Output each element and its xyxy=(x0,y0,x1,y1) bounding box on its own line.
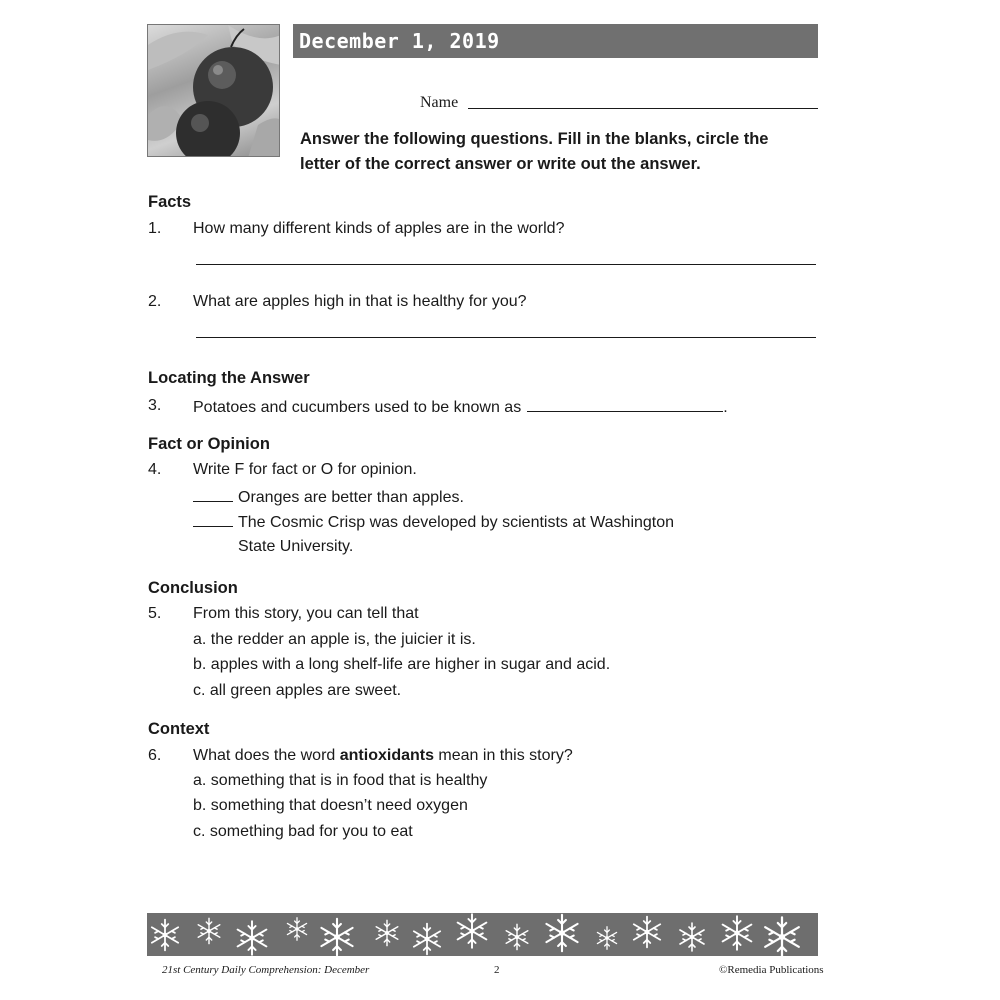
question-1-text: How many different kinds of apples are in the world? xyxy=(193,220,565,237)
fact-opinion-item-2-text: The Cosmic Crisp was developed by scientists at Washington xyxy=(238,514,675,531)
question-5-number: 5. xyxy=(148,605,162,622)
answer-line-1[interactable] xyxy=(196,264,816,265)
page-number: 2 xyxy=(494,964,500,976)
question-2-text: What are apples high in that is healthy for you? xyxy=(193,293,527,310)
question-6-text-before: What does the word xyxy=(193,747,340,764)
question-1-number: 1. xyxy=(148,220,162,237)
question-3-text xyxy=(193,397,728,417)
fact-opinion-item-1-text: Oranges are better than apples. xyxy=(238,489,464,506)
answer-blank-3[interactable] xyxy=(527,397,723,412)
snowflake-band xyxy=(147,913,818,956)
question-2-number: 2. xyxy=(148,293,162,310)
question-5-text: From this story, you can tell that xyxy=(193,605,419,622)
fact-opinion-item-1 xyxy=(193,487,464,507)
question-6-keyword: antioxidants xyxy=(339,747,434,764)
footer-title: 21st Century Daily Comprehension: December xyxy=(162,964,370,976)
instructions-line-2: letter of the correct answer or write out the answer. xyxy=(300,155,701,173)
question-6-option-b[interactable]: b. something that doesn’t need oxygen xyxy=(193,797,468,814)
question-6-text xyxy=(193,747,573,765)
facts-heading: Facts xyxy=(148,193,192,211)
question-4-number: 4. xyxy=(148,461,162,478)
question-6-option-c[interactable]: c. something bad for you to eat xyxy=(193,823,413,840)
question-6-number: 6. xyxy=(148,747,162,764)
question-5-option-c[interactable]: c. all green apples are sweet. xyxy=(193,682,402,699)
fact-opinion-blank-2[interactable] xyxy=(193,512,233,527)
fact-opinion-item-2-continued: State University. xyxy=(238,538,354,555)
question-4-text: Write F for fact or O for opinion. xyxy=(193,461,417,478)
date-title: December 1, 2019 xyxy=(299,29,500,53)
question-6-option-a[interactable]: a. something that is in food that is healthy xyxy=(193,772,488,789)
name-blank[interactable] xyxy=(468,108,818,109)
date-banner xyxy=(293,24,818,58)
context-heading: Context xyxy=(148,720,210,738)
instructions xyxy=(300,127,820,177)
question-3-end: . xyxy=(723,399,728,416)
answer-line-2[interactable] xyxy=(196,337,816,338)
question-3-number: 3. xyxy=(148,397,162,414)
fact-opinion-item-2 xyxy=(193,512,674,532)
fact-opinion-heading: Fact or Opinion xyxy=(148,435,270,453)
question-5-option-b[interactable]: b. apples with a long shelf-life are higher in sugar and acid. xyxy=(193,656,611,673)
name-label: Name xyxy=(420,94,459,111)
footer-publisher: ©Remedia Publications xyxy=(719,964,824,976)
instructions-line-1: Answer the following questions. Fill in the blanks, circle the xyxy=(300,130,769,148)
name-field[interactable] xyxy=(420,90,818,112)
conclusion-heading: Conclusion xyxy=(148,579,238,597)
question-5-option-a[interactable]: a. the redder an apple is, the juicier it is. xyxy=(193,631,476,648)
question-6-text-after: mean in this story? xyxy=(433,747,573,764)
apple-photo xyxy=(147,24,280,157)
fact-opinion-blank-1[interactable] xyxy=(193,487,233,502)
snowflake-icon xyxy=(152,914,799,956)
question-3-prompt: Potatoes and cucumbers used to be known as xyxy=(193,399,522,416)
locating-heading: Locating the Answer xyxy=(148,369,310,387)
